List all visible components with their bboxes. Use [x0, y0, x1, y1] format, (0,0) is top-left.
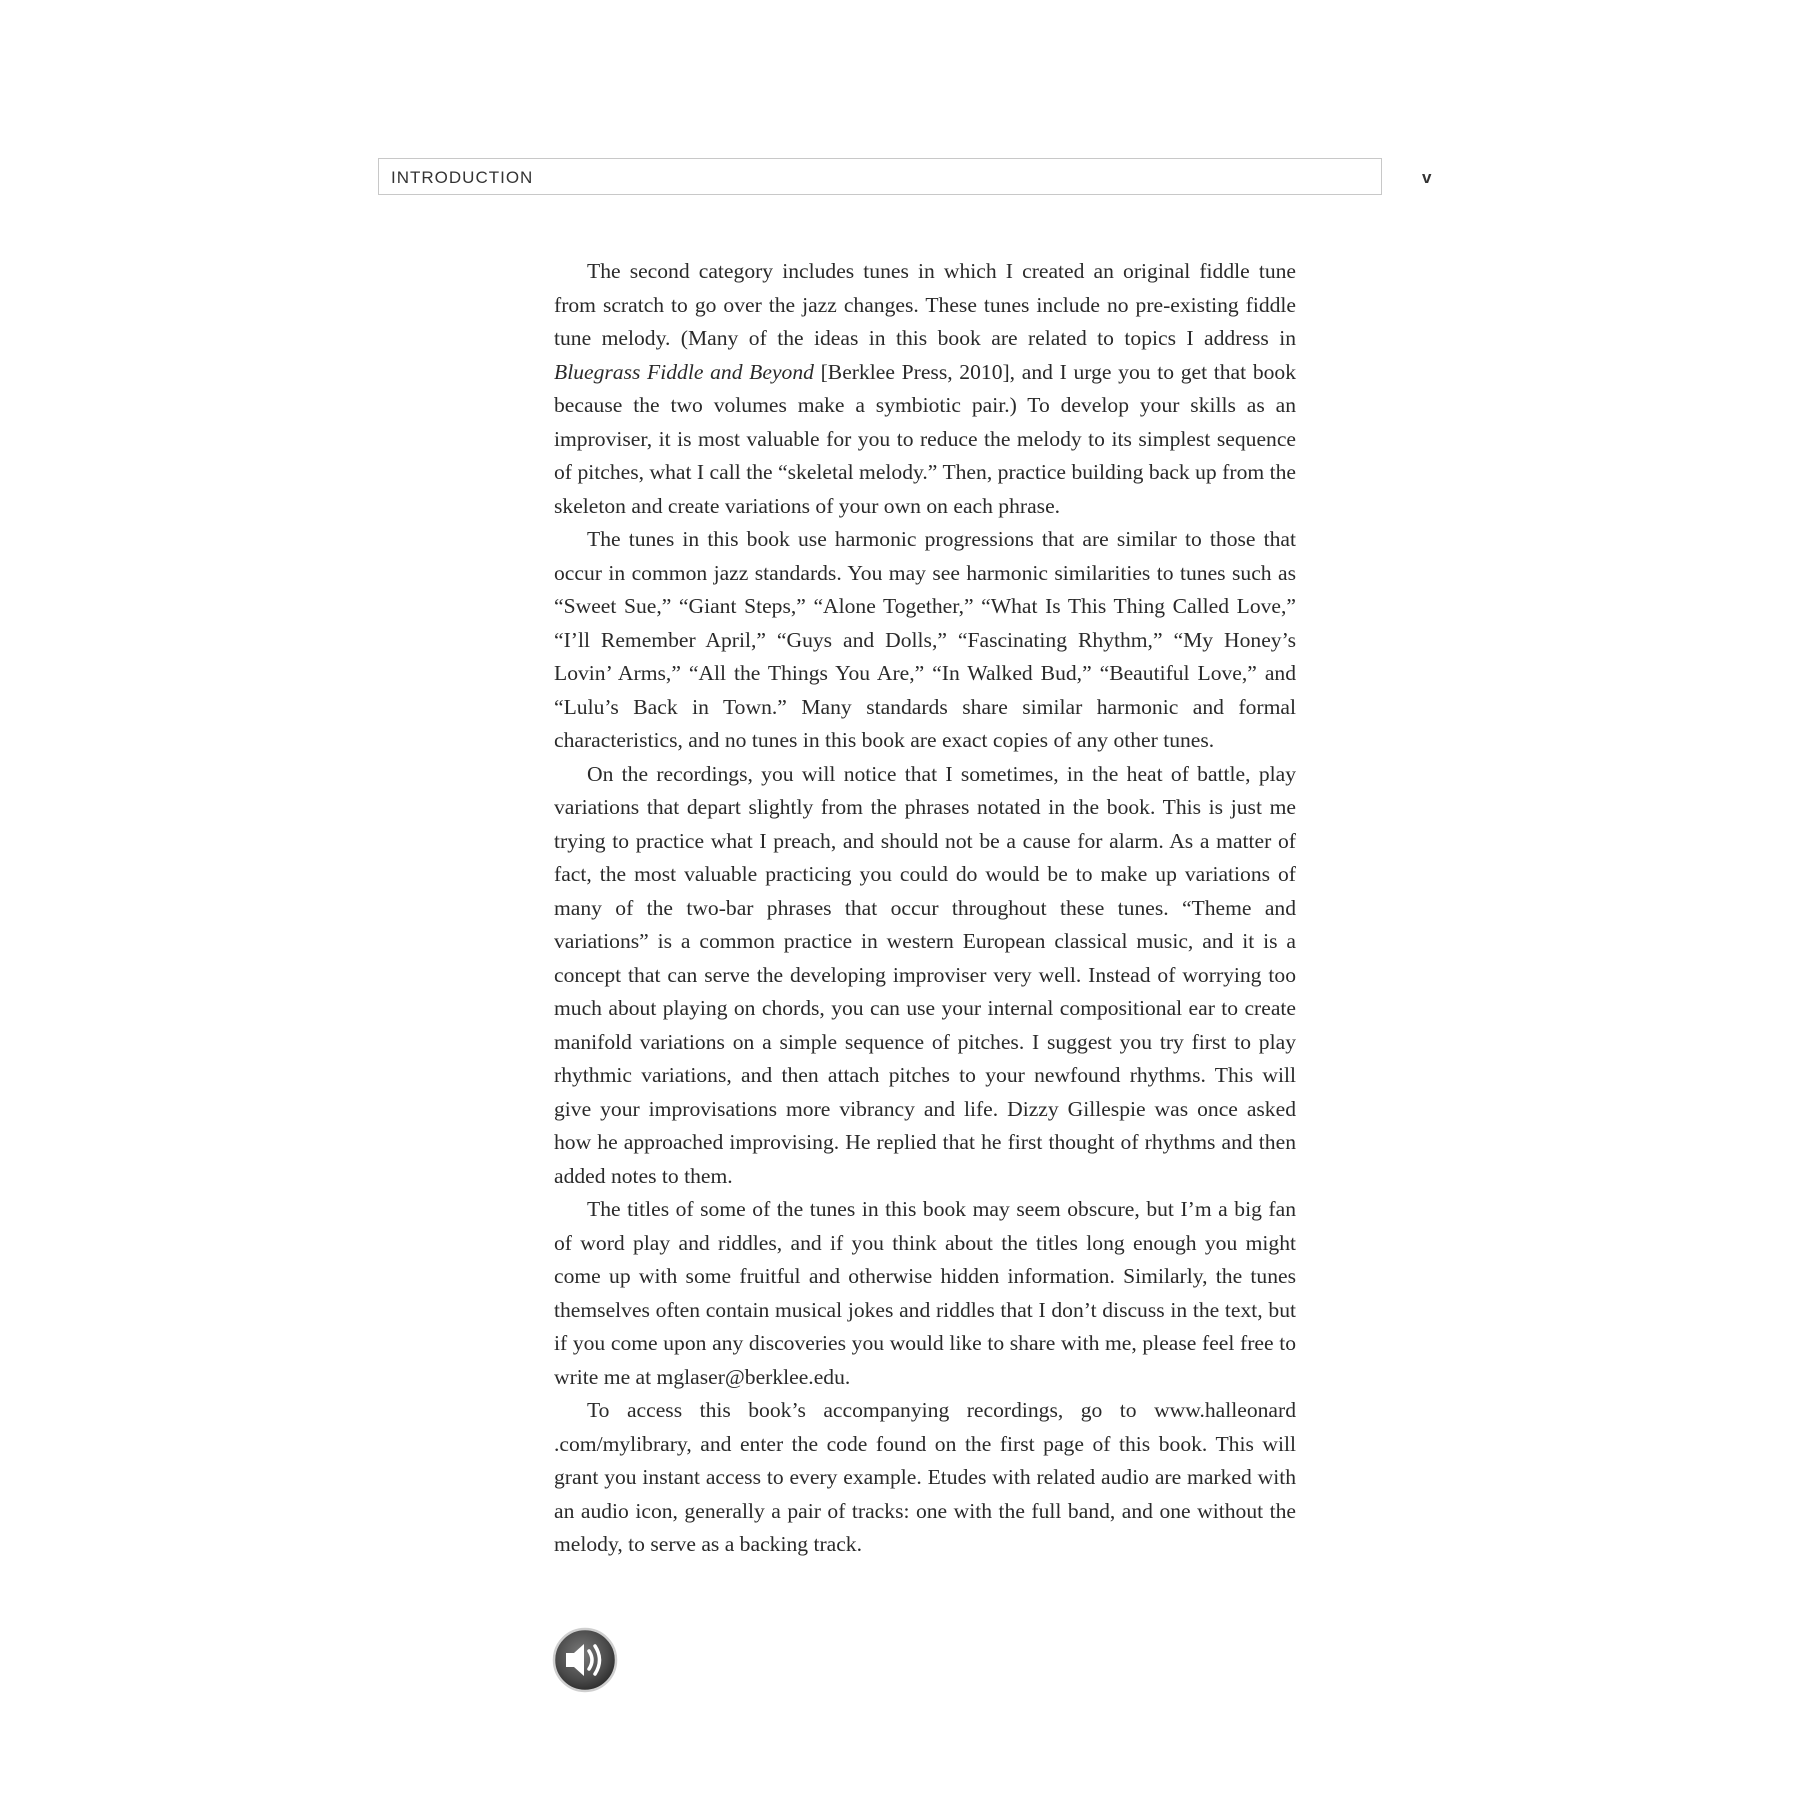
paragraph-3: On the recordings, you will notice that I sometimes, in the heat of battle, play variations that depart slightly from the phrases notated in the book. This is just me trying to practice what I preach, and should not be a cause for alarm. As a matter of fact, the most valuable practicing you could do would be to make up variations of many of the two-bar phrases that occur throughout these tunes. “Theme and variations” is a common practice in western European classical music, and it is a concept that can serve the developing improviser very well. Instead of worrying too much about playing on chords, you can use your internal compositional ear to create manifold variations on a simple sequence of pitches. I suggest you try first to play rhythmic variations, and then attach pitches to your newfound rhythms. This will give your improvisations more vibrancy and life. Dizzy Gillespie was once asked how he approached improvising. He replied that he first thought of rhythms and then added notes to them.	[554, 761, 1296, 1188]
paragraph-1-after: [Berklee Press, 2010], and I urge you to get that book because the two volumes make a symbiotic pair.) To develop your skills as an improviser, it is most valuable for you to reduce the melody to its simplest sequence of pitches, what I call the “skeletal melody.” Then, practice building back up from the skeleton and create variations of your own on each phrase.	[554, 359, 1297, 518]
section-title: INTRODUCTION	[391, 168, 534, 187]
page-number: v	[1422, 168, 1432, 187]
paragraph-1-before: The second category includes tunes in which I created an original fiddle tune from scratch to go over the jazz changes. These tunes include no pre-existing fiddle tune melody. (Many of the ideas in this book are related to topics I address in	[554, 259, 1296, 350]
paragraph-1	[554, 255, 1296, 523]
body-text	[554, 255, 1296, 1562]
speaker-icon	[552, 1627, 618, 1693]
paragraph-5: To access this book’s accompanying recordings, go to www.halleonard .com/mylibrary, and enter the code found on the first page of this book. This will grant you instant access to every example. Etudes with related audio are marked with an audio icon, generally a pair of tracks: one with the full band, and one without the melody, to serve as a backing track.	[554, 1398, 1296, 1556]
paragraph-4: The titles of some of the tunes in this book may seem obscure, but I’m a big fan of word play and riddles, and if you think about the titles long enough you might come up with some fruitful and otherwise hidden information. Similarly, the tunes themselves often contain musical jokes and riddles that I don’t discuss in the text, but if you come upon any discoveries you would like to share with me, please feel free to write me at mglaser@berklee.edu.	[554, 1197, 1296, 1389]
book-title: Bluegrass Fiddle and Beyond	[554, 359, 814, 384]
paragraph-2: The tunes in this book use harmonic progressions that are similar to those that occur in common jazz standards. You may see harmonic similarities to tunes such as “Sweet Sue,” “Giant Steps,” “Alone Together,” “What Is This Thing Called Love,” “I’ll Remember April,” “Guys and Dolls,” “Fascinating Rhythm,” “My Honey’s Lovin’ Arms,” “All the Things You Are,” “In Walked Bud,” “Beautiful Love,” and “Lulu’s Back in Town.” Many standards share similar harmonic and formal characteristics, and no tunes in this book are exact copies of any other tunes.	[554, 527, 1296, 752]
running-header	[378, 158, 1382, 195]
